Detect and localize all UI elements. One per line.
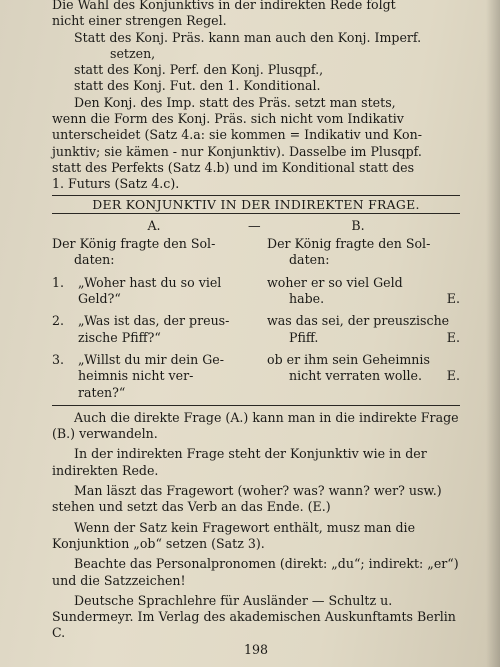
text-line: junktiv; sie kämen - nur Konjunktiv). Dasselbe im Plusqpf. — [52, 143, 422, 159]
question-table — [52, 236, 460, 401]
text-line: statt des Perfekts (Satz 4.b) und im Konditional statt des — [52, 159, 415, 175]
direct-question-line: „Woher hast du so viel — [78, 274, 222, 290]
indirect-question-line: habe. — [289, 291, 325, 307]
table-row — [52, 236, 460, 269]
text-line: statt des Konj. Fut. den 1. Konditional. — [74, 78, 321, 94]
indirect-question-line: woher er so viel Geld — [267, 274, 403, 290]
direct-question-line: Geld?“ — [78, 291, 121, 307]
direct-question-line: heimnis nicht ver- — [78, 368, 194, 384]
column-b-label: B. — [351, 217, 365, 233]
divider-rule — [52, 405, 460, 406]
table-row — [52, 313, 460, 346]
body-paragraph: Wenn der Satz kein Fragewort enthält, musz man die Konjunktion „ob“ setzen (Satz 3). — [52, 519, 416, 551]
body-paragraph: Auch die direkte Frage (A.) kann man in die indirekte Frage (B.) verwandeln. — [52, 409, 459, 442]
text-line: Statt des Konj. Präs. kann man auch den Konj. Imperf. — [74, 29, 422, 45]
intro-b-line: daten: — [289, 252, 330, 268]
row-number: 3. — [52, 351, 65, 367]
column-headers — [52, 218, 460, 234]
row-number: 2. — [52, 313, 65, 329]
direct-question-line: „Willst du mir dein Ge- — [78, 351, 225, 367]
indirect-question-line: Pfiff. — [289, 329, 319, 345]
direct-question-line: „Was ist das, der preus- — [78, 313, 230, 329]
body-paragraph: Beachte das Personalpronomen (direkt: „du“; indirekt: „er“) und die Satzzeichen! — [52, 556, 459, 588]
column-dash: — — [248, 217, 261, 233]
indirect-question-line: was das sei, der preuszische — [267, 313, 450, 329]
end-marker: E. — [446, 329, 460, 345]
body-paragraph: Man läszt das Fragewort (woher? was? wann? wer? usw.) stehen und setzt das Verb an das Ende. (E.) — [52, 483, 442, 515]
indirect-question-line: ob er ihm sein Geheimnis — [267, 351, 430, 367]
page-number: 198 — [243, 641, 269, 657]
text-line: setzen, — [110, 45, 156, 61]
intro-a-line: Der König fragte den Sol- — [52, 236, 216, 252]
intro-a-line: daten: — [74, 252, 115, 268]
end-marker: E. — [446, 291, 460, 307]
text-line: unterscheidet (Satz 4.a: sie kommen = Indikativ und Kon- — [52, 127, 422, 143]
book-reference: Deutsche Sprachlehre für Ausländer — Schultz u. Sundermeyr. Im Verlag des akademischen Auskunftamts Berlin C. — [52, 592, 456, 641]
page-content — [52, 0, 460, 658]
direct-question-line: raten?“ — [78, 384, 126, 400]
section-heading: DER KONJUNKTIV IN DER INDIREKTEN FRAGE. — [52, 195, 460, 214]
text-line: Die Wahl des Konjunktivs in der indirekten Rede folgt — [52, 0, 396, 12]
end-marker: E. — [446, 368, 460, 384]
text-line: 1. Futurs (Satz 4.c). — [52, 176, 180, 192]
text-line: statt des Konj. Perf. den Konj. Plusqpf., — [74, 62, 324, 78]
intro-b-line: Der König fragte den Sol- — [267, 236, 431, 252]
text-line: wenn die Form des Konj. Präs. sich nicht vom Indikativ — [52, 111, 404, 127]
page-edge-shadow — [486, 0, 500, 667]
indirect-question-line: nicht verraten wolle. — [289, 368, 422, 384]
body-paragraph: In der indirekten Frage steht der Konjunktiv wie in der indirekten Rede. — [52, 446, 427, 478]
table-row — [52, 275, 460, 308]
text-line: nicht einer strengen Regel. — [52, 13, 227, 29]
column-a-label: A. — [147, 217, 161, 233]
table-row — [52, 352, 460, 401]
text-line: Den Konj. des Imp. statt des Präs. setzt man stets, — [74, 94, 396, 110]
direct-question-line: zische Pfiff?“ — [78, 329, 161, 345]
row-number: 1. — [52, 274, 65, 290]
